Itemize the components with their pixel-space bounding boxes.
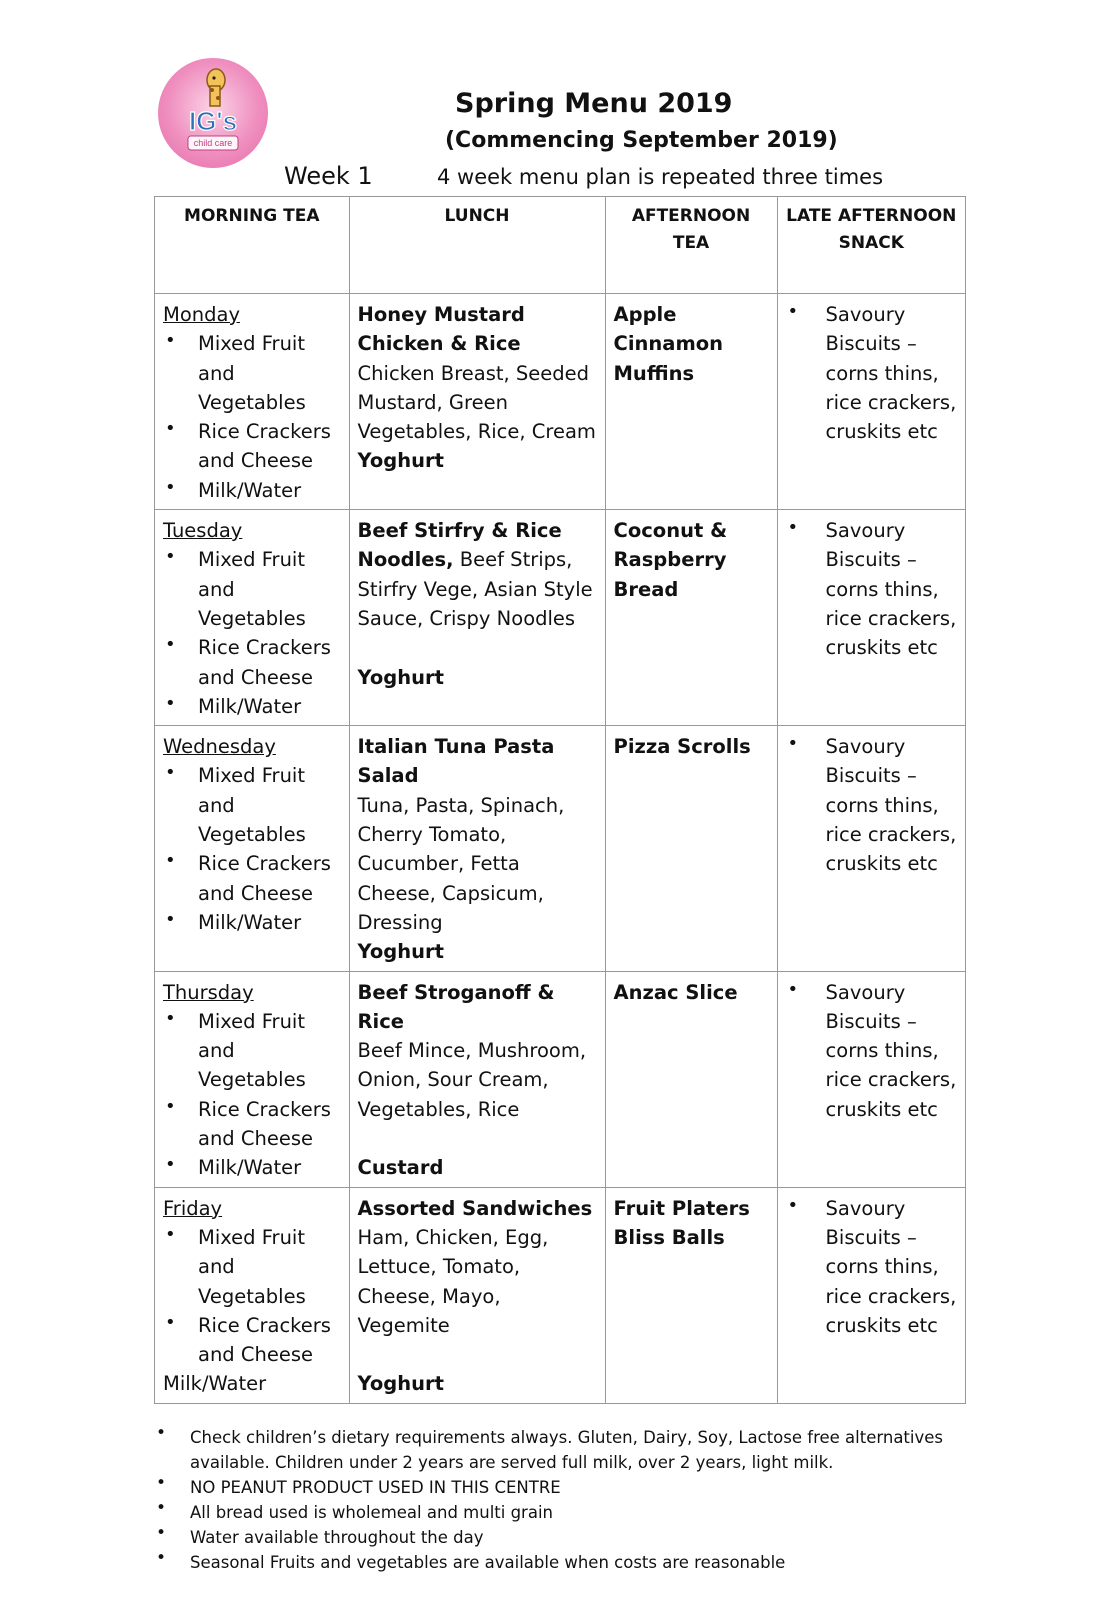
morning-tea-cell	[155, 726, 350, 971]
note-item: • Seasonal Fruits and vegetables are available when costs are reasonable	[154, 1550, 954, 1575]
afternoon-tea-item: Coconut & Raspberry Bread	[613, 519, 728, 601]
spacer	[358, 1124, 597, 1153]
lunch-cell	[349, 726, 605, 971]
lunch-cell	[349, 294, 605, 510]
lunch-description: Beef Mince, Mushroom, Onion, Sour Cream, Vegetables, Rice	[357, 1039, 587, 1121]
afternoon-tea-cell	[605, 510, 777, 726]
giraffe-logo-icon	[158, 58, 268, 168]
lunch-description: Chicken Breast, Seeded Mustard, Green Vegetables, Rice, Cream	[357, 361, 596, 444]
morning-tea-cell	[155, 294, 350, 510]
afternoon-tea-item: Anzac Slice	[613, 980, 738, 1004]
day-label: Thursday	[163, 980, 254, 1004]
list-item: • Mixed Fruit and Vegetables	[163, 761, 341, 849]
list-item: • Savoury Biscuits – corns thins, rice crackers, cruskits etc	[786, 300, 957, 446]
list-item: • Milk/Water	[163, 908, 341, 937]
afternoon-tea-cell	[605, 294, 777, 510]
morning-tea-cell	[155, 1187, 350, 1403]
lunch-dessert: Yoghurt	[357, 940, 444, 964]
table-row	[155, 726, 966, 971]
late-snack-list	[786, 732, 957, 878]
lunch-cell	[349, 1187, 605, 1403]
col-afternoon-tea: AFTERNOON TEA	[605, 197, 777, 294]
list-item: • Rice Crackers and Cheese	[163, 1311, 341, 1370]
list-item: • Savoury Biscuits – corns thins, rice crackers, cruskits etc	[786, 732, 957, 878]
morning-tea-list	[163, 329, 341, 505]
afternoon-tea-item: Apple Cinnamon Muffins	[613, 303, 724, 385]
morning-tea-extra: Milk/Water	[163, 1372, 267, 1396]
lunch-dessert: Yoghurt	[357, 449, 444, 473]
col-morning-tea: MORNING TEA	[155, 197, 350, 294]
late-snack-list	[786, 1194, 957, 1340]
late-snack-list	[786, 300, 957, 446]
list-item: • Mixed Fruit and Vegetables	[163, 1007, 341, 1095]
list-item: • Milk/Water	[163, 692, 341, 721]
note-item: • Check children’s dietary requirements always. Gluten, Dairy, Soy, Lactose free alternatives available. Children under 2 years are served full milk, over 2 years, light milk.	[154, 1425, 954, 1475]
day-label: Wednesday	[163, 735, 276, 759]
morning-tea-list	[163, 1007, 341, 1183]
list-item: • Rice Crackers and Cheese	[163, 633, 341, 692]
centre-logo	[158, 58, 268, 168]
lunch-description: Ham, Chicken, Egg, Lettuce, Tomato, Cheese, Mayo, Vegemite	[357, 1225, 549, 1337]
lunch-cell	[349, 510, 605, 726]
lunch-title: Beef Stroganoff & Rice	[357, 980, 555, 1033]
note-item: • All bread used is wholemeal and multi grain	[154, 1500, 954, 1525]
afternoon-tea-cell	[605, 1187, 777, 1403]
plan-note: 4 week menu plan is repeated three times	[437, 165, 884, 189]
spacer	[358, 1340, 597, 1369]
afternoon-tea-cell	[605, 726, 777, 971]
lunch-description: Beef Strips, Stirfry Vege, Asian Style Sauce, Crispy Noodles	[357, 548, 593, 630]
table-row	[155, 971, 966, 1187]
list-item: • Milk/Water	[163, 1153, 341, 1182]
col-late-snack: LATE AFTERNOON SNACK	[777, 197, 965, 294]
morning-tea-cell	[155, 971, 350, 1187]
late-snack-cell	[777, 510, 965, 726]
late-snack-list	[786, 978, 957, 1124]
late-snack-list	[786, 516, 957, 662]
note-item: • NO PEANUT PRODUCT USED IN THIS CENTRE	[154, 1475, 954, 1500]
lunch-dessert: Yoghurt	[357, 665, 444, 689]
lunch-description: Tuna, Pasta, Spinach, Cherry Tomato, Cucumber, Fetta Cheese, Capsicum, Dressing	[357, 793, 565, 934]
afternoon-tea-item: Pizza Scrolls	[613, 735, 751, 759]
afternoon-tea-item: Fruit Platers Bliss Balls	[613, 1196, 750, 1249]
morning-tea-list	[163, 1223, 341, 1369]
lunch-title: Assorted Sandwiches	[357, 1196, 593, 1220]
lunch-title: Beef Stirfry & Rice Noodles,	[357, 519, 562, 572]
lunch-cell	[349, 971, 605, 1187]
col-lunch: LUNCH	[349, 197, 605, 294]
page-title: Spring Menu 2019	[455, 88, 733, 119]
morning-tea-cell	[155, 510, 350, 726]
day-label: Tuesday	[163, 519, 243, 543]
list-item: • Savoury Biscuits – corns thins, rice crackers, cruskits etc	[786, 516, 957, 662]
list-item: • Mixed Fruit and Vegetables	[163, 329, 341, 417]
morning-tea-list	[163, 761, 341, 937]
table-row	[155, 1187, 966, 1403]
list-item: • Savoury Biscuits – corns thins, rice crackers, cruskits etc	[786, 1194, 957, 1340]
list-item: • Rice Crackers and Cheese	[163, 849, 341, 908]
header-row	[155, 197, 966, 294]
list-item: • Mixed Fruit and Vegetables	[163, 545, 341, 633]
lunch-title: Italian Tuna Pasta Salad	[357, 735, 555, 788]
page-subtitle: (Commencing September 2019)	[445, 128, 838, 153]
notes-list	[154, 1425, 954, 1575]
day-label: Monday	[163, 303, 240, 326]
list-item: • Mixed Fruit and Vegetables	[163, 1223, 341, 1311]
spacer	[358, 633, 597, 662]
list-item: • Savoury Biscuits – corns thins, rice crackers, cruskits etc	[786, 978, 957, 1124]
lunch-dessert: Yoghurt	[357, 1372, 444, 1396]
lunch-title: Honey Mustard Chicken & Rice	[357, 303, 525, 356]
morning-tea-list	[163, 545, 341, 721]
list-item: • Milk/Water	[163, 476, 341, 505]
week-label: Week 1	[284, 162, 373, 190]
late-snack-cell	[777, 1187, 965, 1403]
list-item: • Rice Crackers and Cheese	[163, 417, 341, 476]
svg-text:IG's: IG's	[188, 106, 238, 136]
late-snack-cell	[777, 971, 965, 1187]
menu-table	[154, 196, 966, 1404]
svg-text:child care: child care	[193, 138, 233, 148]
afternoon-tea-cell	[605, 971, 777, 1187]
table-row	[155, 294, 966, 510]
day-label: Friday	[163, 1196, 223, 1220]
note-item: • Water available throughout the day	[154, 1525, 954, 1550]
lunch-dessert: Custard	[357, 1156, 444, 1180]
table-row	[155, 510, 966, 726]
late-snack-cell	[777, 294, 965, 510]
list-item: • Rice Crackers and Cheese	[163, 1095, 341, 1154]
late-snack-cell	[777, 726, 965, 971]
